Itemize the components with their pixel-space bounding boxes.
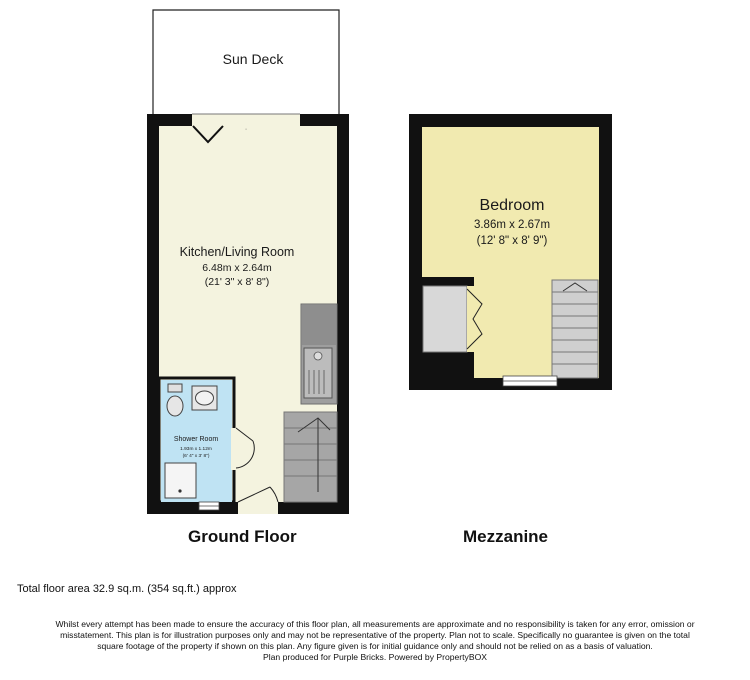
kitchen-living-name: Kitchen/Living Room [179,245,295,259]
kitchen-living-imperial: (21' 3" x 8' 8") [204,276,270,288]
mezzanine-plan [409,114,612,390]
kitchen-hob [302,305,336,345]
kitchen-sink-icon [304,348,332,398]
mezzanine-label: Mezzanine [463,527,549,546]
disclaimer-line: misstatement. This plan is for illustration purposes only and may not be representative of the property. Plan not to scale. Specifically no guarantee is given on the total [60,630,690,640]
sun-deck-label: Sun Deck [222,51,284,67]
bedroom-name: Bedroom [479,197,545,214]
shower-room-name: Shower Room [173,436,219,443]
wash-basin-icon [192,386,217,410]
entrance-door-opening [238,502,278,514]
disclaimer-line: Plan produced for Purple Bricks. Powered by PropertyBOX [262,652,488,662]
toilet-icon [167,384,183,416]
bedroom-imperial: (12' 8" x 8' 9") [476,235,548,247]
ground-floor-staircase [284,412,337,502]
disclaimer [18,619,732,663]
disclaimer-line: square footage of the property if shown on this plan. Any figure given is for initial guidance only and should not be relied on as a basis of valuation. [97,641,653,651]
ground-floor-label: Ground Floor [188,527,297,546]
ground-floor-plan [147,114,349,514]
shower-room-imperial: (6' 4" x 3' 8") [182,454,210,459]
bedroom-metric: 3.86m x 2.67m [473,219,551,231]
svg-text:·: · [244,126,248,133]
kitchen-living-metric: 6.48m x 2.64m [202,262,272,274]
sun-deck [153,10,339,114]
shower-room-metric: 1.93m x 1.12m [180,447,212,452]
shower-tray-icon [165,463,196,498]
total-floor-area: Total floor area 32.9 sq.m. (354 sq.ft.) approx [17,583,237,595]
deck-door-opening [192,114,300,126]
wardrobe [423,286,467,352]
disclaimer-line: Whilst every attempt has been made to ensure the accuracy of this floor plan, all measurements are approximate and no responsibility is taken for any error, omission or [55,619,695,629]
mezzanine-staircase [552,280,598,378]
